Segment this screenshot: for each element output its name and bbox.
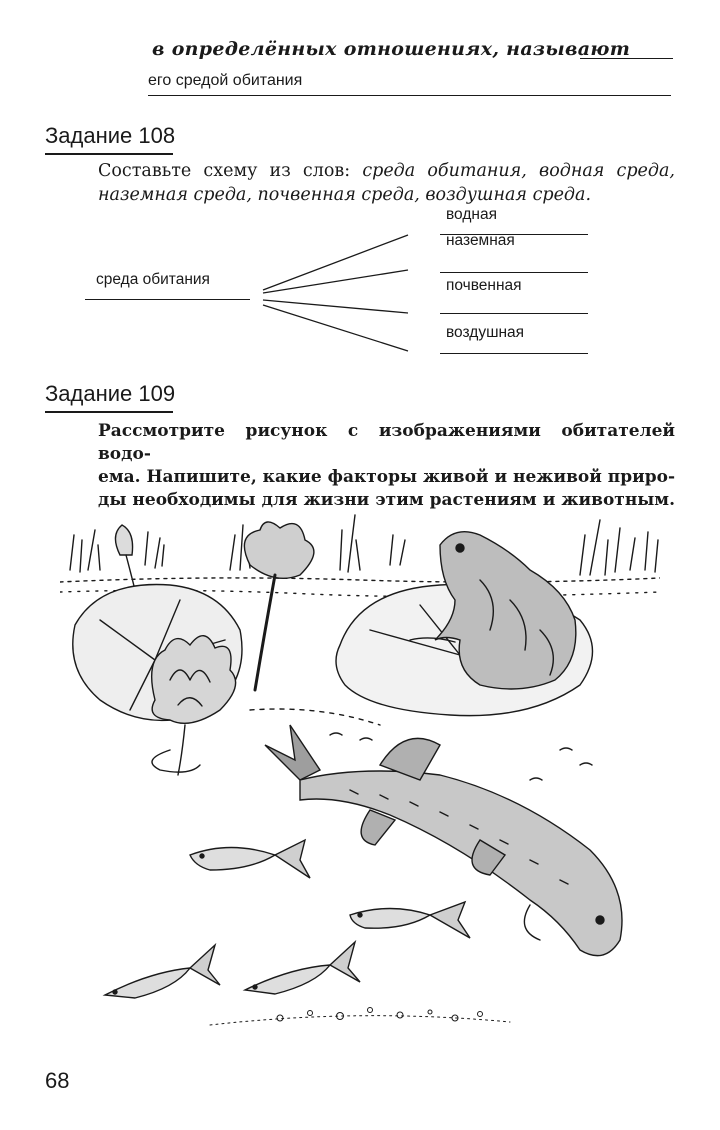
task-109-title: Задание 109 [45,381,176,406]
answer-line-short [580,58,673,59]
task-109-title-underline [45,411,173,413]
task-108-instruction-line1 [98,160,675,183]
scheme-branch-ground-air: наземная [446,232,515,249]
scheme-branch-line [440,313,588,314]
scheme-connector-lines [255,225,415,360]
instruction-prefix: Составьте схему из слов: [98,161,363,181]
pond-illustration [60,510,660,1040]
task-109-instruction [98,420,675,512]
scheme-branch-organism: воздушная [446,324,525,341]
scheme-root-line [85,299,250,300]
task-108-instruction-line2: наземная среда, почвенная среда, воздушная среда. [98,185,592,205]
small-fish-icon [190,840,310,878]
scheme-branch-water: водная [446,206,497,223]
small-fish-icon [350,902,470,938]
task-108-title-underline [45,153,173,155]
scheme-branch-line [440,353,588,354]
water-lily-icon [152,636,236,775]
handwritten-answer: его средой обитания [148,72,303,89]
connector-line [263,305,408,351]
answer-line [148,95,671,96]
instruction-line: Рассмотрите рисунок с изображениями обитателей водо- [98,421,675,464]
small-fish-icon [105,945,220,998]
instruction-line: ема. Напишите, какие факторы живой и неживой приро- [98,467,675,487]
scheme-branch-line [440,272,588,273]
scheme-branch-soil: почвенная [446,277,522,294]
task-108-title: Задание 108 [45,123,176,148]
pond-bottom-pebbles [210,1008,510,1026]
connector-line [263,300,408,313]
page-number: 68 [45,1068,70,1093]
instruction-line: ды необходимы для жизни этим растениям и животным. [98,490,675,510]
water-lily-flower-stem-icon [244,522,314,690]
previous-task-sentence: в определённых отношениях, называют [152,38,631,60]
small-fish-icon [245,942,360,994]
instruction-words: среда обитания, водная среда, [362,161,675,181]
water-surface-ripples [152,709,592,780]
scheme-root-label: среда обитания [96,271,210,288]
